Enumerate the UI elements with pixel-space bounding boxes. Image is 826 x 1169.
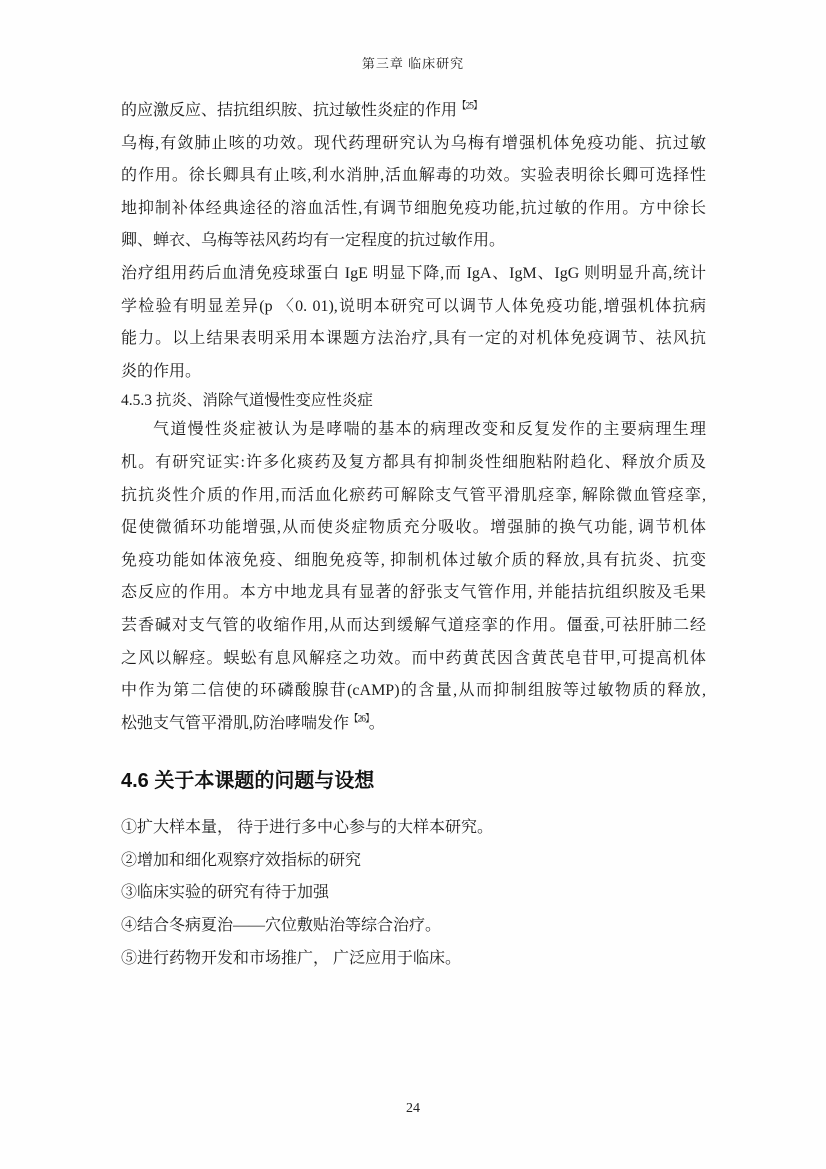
text-line: 治疗组用药后血清免疫球蛋白 IgE 明显下降,而 IgA、IgM、IgG 则明显升高,统计 <box>121 264 706 282</box>
list-item: ①扩大样本量， 待于进行多中心参与的大样本研究。 <box>121 819 494 837</box>
page-header <box>0 0 826 72</box>
text-line: 学检验有明显差异(p 〈0. 01),说明本研究可以调节人体免疫功能,增强机体抗病 <box>121 297 706 315</box>
text-line: 态反应的作用。本方中地龙具有显著的舒张支气管作用, 并能拮抗组织胺及毛果 <box>121 584 706 602</box>
list-item: ⑤进行药物开发和市场推广， 广泛应用于临床。 <box>121 949 462 967</box>
text-line <box>121 708 706 741</box>
text-line: 乌梅,有敛肺止咳的功效。现代药理研究认为乌梅有增强机体免疫功能、抗过敏 <box>121 134 706 152</box>
paragraph-text: 。 <box>368 714 385 732</box>
list-item: ④结合冬病夏治——穴位敷贴治等综合治疗。 <box>121 917 442 935</box>
subsection-heading: 4.5.3 抗炎、消除气道慢性变应性炎症 <box>121 392 373 410</box>
text-line: 抗抗炎性介质的作用,而活血化瘀药可解除支气管平滑肌痉挛, 解除微血管痉挛, <box>121 486 706 504</box>
text-line: 促使微循环功能增强,从而使炎症物质充分吸收。增强肺的换气功能, 调节机体 <box>121 519 706 537</box>
citation-ref-26: 【26】 <box>349 714 369 725</box>
text-line: 免疫功能如体液免疫、细胞免疫等, 抑制机体过敏介质的释放,具有抗炎、抗变 <box>121 551 706 569</box>
page-footer <box>0 1101 826 1117</box>
text-line: 能力。以上结果表明采用本课题方法治疗,具有一定的对机体免疫调节、祛风抗 <box>121 330 706 348</box>
text-line: 地抑制补体经典途径的溶血活性,有调节细胞免疫功能,抗过敏的作用。方中徐长 <box>121 199 706 217</box>
section-heading: 4.6 关于本课题的问题与设想 <box>121 770 375 793</box>
list-item: ②增加和细化观察疗效指标的研究 <box>121 851 362 869</box>
idea-list <box>121 812 706 975</box>
text-line <box>121 95 706 128</box>
chapter-header: 第三章 临床研究 <box>361 56 465 71</box>
page-content <box>121 95 706 975</box>
text-line: 炎的作用。 <box>121 362 202 380</box>
text-line: 中作为第二信使的环磷酸腺苷(cAMP)的含量,从而抑制组胺等过敏物质的释放, <box>121 682 706 700</box>
list-item: ③临床实验的研究有待于加强 <box>121 884 330 902</box>
text-line: 机。有研究证实:许多化痰药及复方都具有抑制炎性细胞粘附趋化、释放介质及 <box>121 453 706 471</box>
paragraph-text: 的应激反应、拮抗组织胺、抗过敏性炎症的作用 <box>121 102 458 119</box>
citation-ref-25: 【25】 <box>457 101 482 112</box>
text-line: 卿、蝉衣、乌梅等祛风药均有一定程度的抗过敏作用。 <box>121 232 506 250</box>
page-number: 24 <box>406 1101 420 1116</box>
text-line: 的作用。徐长卿具有止咳,利水消肿,活血解毒的功效。实验表明徐长卿可选择性 <box>121 167 706 185</box>
text-line: 之风以解痉。蜈蚣有息风解痉之功效。而中药黄芪因含黄芪皂苷甲,可提高机体 <box>121 649 706 667</box>
text-line: 芸香碱对支气管的收缩作用,从而达到缓解气道痉挛的作用。僵蚕,可祛肝肺二经 <box>121 616 706 634</box>
text-line: 气道慢性炎症被认为是哮喘的基本的病理改变和反复发作的主要病理生理 <box>153 421 706 439</box>
paragraph-text: 松弛支气管平滑肌,防治哮喘发作 <box>121 714 350 732</box>
